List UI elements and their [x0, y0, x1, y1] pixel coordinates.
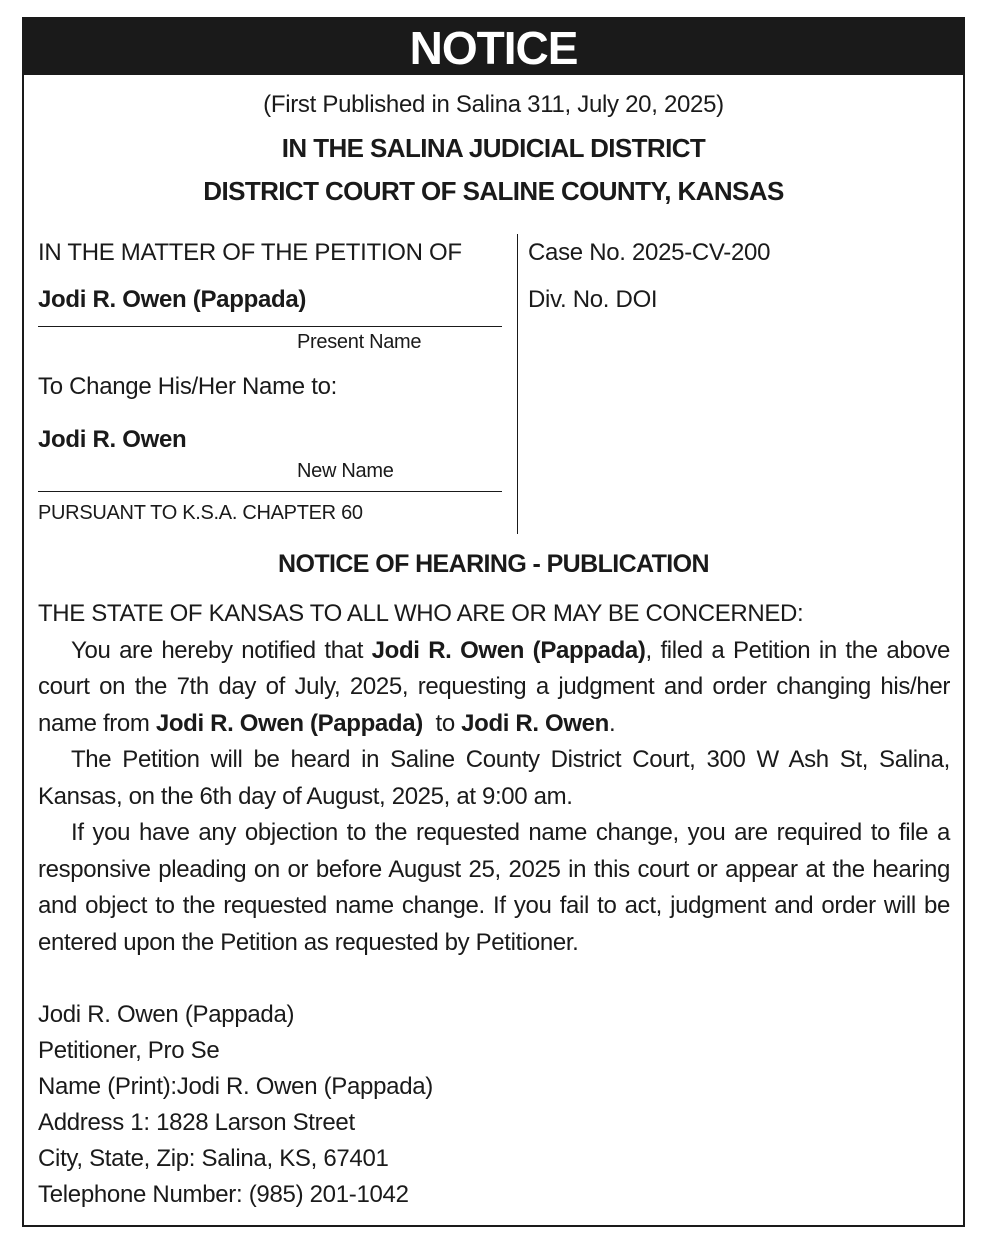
notice-title: NOTICE OF HEARING - PUBLICATION	[278, 550, 709, 578]
legal-notice	[22, 17, 965, 1227]
paragraph-hearing: The Petition will be heard in Saline County District Court, 300 W Ash St, Salina, Kansas, on the 6th day of August, 2025, at 9:00 am.	[38, 746, 950, 810]
to-name: Jodi R. Owen	[461, 709, 609, 737]
paragraph-petition: You are hereby notified that Jodi R. Owen (Pappada), filed a Petition in the above court on the 7th day of July, 2025, requesting a judgment and order changing his/her name from Jodi R. Owen (Pappada) to Jodi R. Owen.	[38, 636, 951, 737]
from-name: Jodi R. Owen (Pappada)	[155, 709, 423, 737]
address-line: THE STATE OF KANSAS TO ALL WHO ARE OR MAY BE CONCERNED:	[38, 600, 804, 627]
signature-role: Petitioner, Pro Se	[38, 1037, 220, 1064]
present-name-label: Present Name	[297, 331, 422, 353]
petitioner-name: Jodi R. Owen (Pappada)	[371, 636, 646, 664]
court-heading: DISTRICT COURT OF SALINE COUNTY, KANSAS	[203, 176, 784, 206]
pursuant-line: PURSUANT TO K.S.A. CHAPTER 60	[38, 502, 363, 524]
signature-address: Address 1: 1828 Larson Street	[38, 1109, 355, 1136]
new-name-label: New Name	[297, 460, 394, 482]
case-number: Case No. 2025-CV-200	[528, 239, 771, 266]
first-published-line: (First Published in Salina 311, July 20, 2025)	[263, 91, 724, 118]
notice-body	[38, 596, 950, 961]
signature-phone: Telephone Number: (985) 201-1042	[38, 1181, 409, 1208]
new-name-rule	[38, 491, 502, 492]
paragraph-objection: If you have any objection to the requested name change, you are required to file a responsive pleading on or before August 25, 2025 in this court or appear at the hearing and object to the requested name change. If you fail to act, judgment and order will be entered upon the Petition as requested by Petitioner.	[38, 819, 950, 956]
change-to-line: To Change His/Her Name to:	[38, 373, 337, 400]
division-number: Div. No. DOI	[528, 286, 658, 313]
notice-banner: NOTICE	[24, 19, 963, 75]
new-name: Jodi R. Owen	[38, 426, 187, 453]
district-heading: IN THE SALINA JUDICIAL DISTRICT	[281, 133, 706, 163]
signature-print-name: Name (Print):Jodi R. Owen (Pappada)	[38, 1073, 433, 1100]
signature-block	[38, 997, 433, 1213]
signature-name: Jodi R. Owen (Pappada)	[38, 1001, 295, 1028]
matter-line: IN THE MATTER OF THE PETITION OF	[38, 239, 462, 266]
signature-city: City, State, Zip: Salina, KS, 67401	[38, 1145, 389, 1172]
present-name: Jodi R. Owen (Pappada)	[38, 286, 307, 313]
present-name-rule	[38, 326, 502, 327]
caption-divider	[517, 234, 518, 534]
